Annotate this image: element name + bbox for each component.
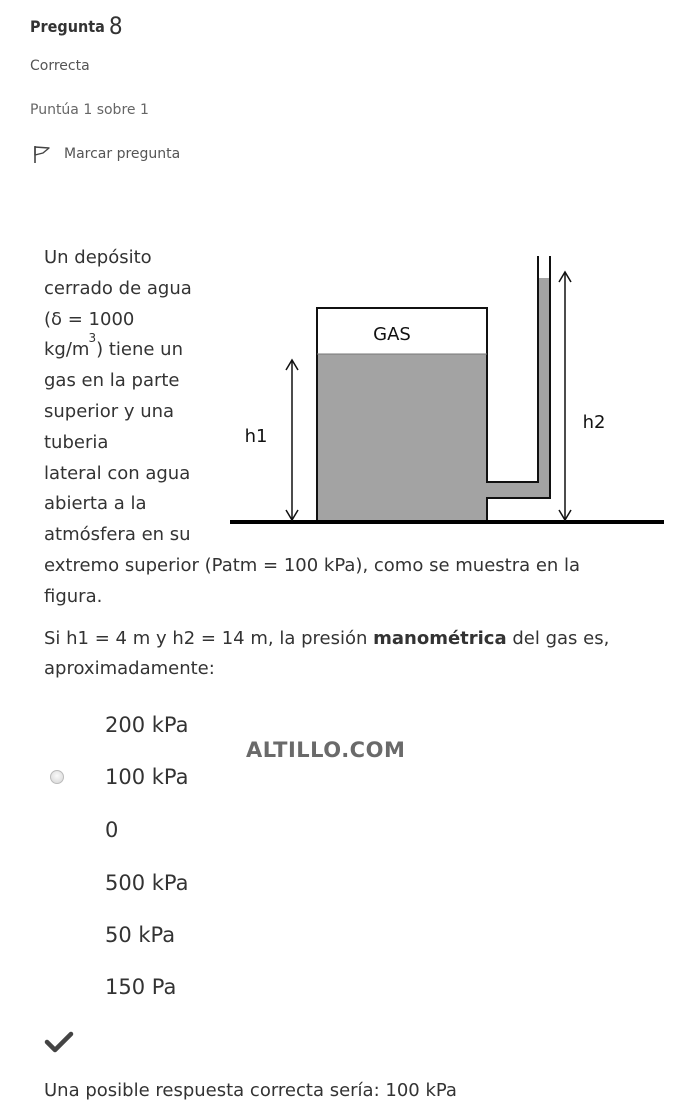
check-icon	[44, 1030, 74, 1054]
prompt-bold: manométrica	[373, 628, 507, 649]
option-label: 200 kPa	[105, 713, 189, 737]
text-line: cerrado de agua	[44, 277, 192, 299]
flag-icon	[32, 144, 52, 164]
text-line: abierta a la	[44, 493, 147, 515]
answer-option[interactable]	[40, 965, 340, 1009]
text-line: Un depósito	[44, 247, 152, 268]
question-label: Pregunta	[30, 17, 105, 36]
answer-option[interactable]	[40, 913, 340, 957]
text-fragment: ) tiene un	[96, 339, 183, 361]
h1-arrow	[286, 360, 298, 520]
radio-button[interactable]	[50, 770, 64, 784]
answer-option[interactable]	[40, 861, 340, 905]
prompt-line: aproximadamente:	[44, 658, 215, 679]
h2-arrow	[559, 272, 571, 520]
option-label: 500 kPa	[105, 871, 189, 895]
question-grade: Puntúa 1 sobre 1	[30, 102, 149, 118]
feedback-text: Una posible respuesta correcta sería: 100 kPa	[44, 1080, 457, 1101]
h2-label: h2	[582, 412, 606, 433]
flag-question-button[interactable]	[32, 144, 180, 164]
question-title	[30, 12, 123, 40]
question-state: Correcta	[30, 58, 90, 74]
text-line: superior y una	[44, 400, 175, 422]
h1-label: h1	[244, 426, 268, 447]
flag-label: Marcar pregunta	[64, 146, 181, 162]
option-label: 150 Pa	[105, 975, 177, 999]
prompt-text: del gas es,	[506, 628, 610, 649]
text-line: (δ = 1000	[44, 308, 135, 330]
option-label: 100 kPa	[105, 765, 189, 789]
tank-diagram	[220, 240, 670, 540]
option-label: 0	[105, 818, 119, 842]
text-line: extremo superior (Patm = 100 kPa), como se muestra en la	[44, 554, 581, 576]
water-fill	[317, 278, 550, 520]
text-line: figura.	[44, 585, 103, 607]
option-label: 50 kPa	[105, 923, 176, 947]
prompt-line	[44, 624, 609, 654]
text-line: tuberia	[44, 431, 109, 453]
gas-label: GAS	[373, 324, 411, 345]
prompt-text: Si h1 = 4 m y h2 = 14 m, la presión	[44, 628, 374, 649]
question-prompt	[44, 624, 609, 684]
answer-option[interactable]	[40, 808, 340, 852]
text-line: atmósfera en su	[44, 524, 191, 546]
superscript-3: 3	[88, 331, 97, 346]
question-number: 8	[108, 12, 123, 40]
watermark: ALTILLO.COM	[246, 738, 406, 762]
unit-kgm: kg/m	[44, 339, 90, 361]
text-line: lateral con agua	[44, 462, 191, 484]
text-line: gas en la parte	[44, 370, 180, 392]
